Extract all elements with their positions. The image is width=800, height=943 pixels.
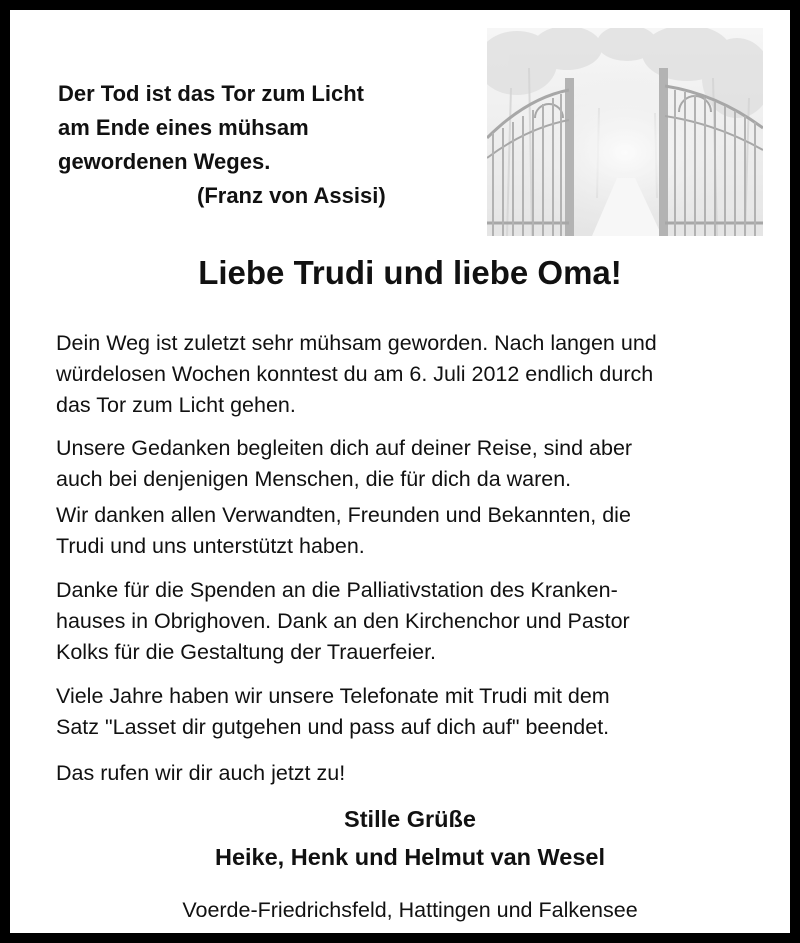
- quote-block: [58, 77, 438, 213]
- quote-line: Der Tod ist das Tor zum Licht: [58, 81, 364, 106]
- paragraph-line: würdelosen Wochen konntest du am 6. Juli 2012 endlich durch: [56, 362, 654, 386]
- paragraph: [56, 500, 776, 562]
- paragraph-line: Wir danken allen Verwandten, Freunden und Bekannten, die: [56, 503, 631, 527]
- signature-greeting: Stille Grüße: [344, 806, 476, 832]
- paragraph-line: Das rufen wir dir auch jetzt zu!: [56, 761, 346, 785]
- paragraph-line: Viele Jahre haben wir unsere Telefonate mit Trudi mit dem: [56, 684, 610, 708]
- paragraph: [56, 575, 776, 668]
- paragraph-line: Trudi und uns unterstützt haben.: [56, 534, 365, 558]
- headline: Liebe Trudi und liebe Oma!: [198, 254, 622, 291]
- gate-photo: [487, 28, 763, 236]
- quote-author: (Franz von Assisi): [197, 183, 386, 208]
- paragraph-line: Dein Weg ist zuletzt sehr mühsam geworden. Nach langen und: [56, 331, 657, 355]
- paragraph-line: Danke für die Spenden an die Palliativstation des Kranken-: [56, 578, 618, 602]
- paragraph-line: hauses in Obrighoven. Dank an den Kirchenchor und Pastor: [56, 609, 630, 633]
- quote-line: gewordenen Weges.: [58, 149, 271, 174]
- paragraph-line: Kolks für die Gestaltung der Trauerfeier.: [56, 640, 437, 664]
- paragraph: [56, 681, 776, 743]
- paragraph-line: das Tor zum Licht gehen.: [56, 393, 296, 417]
- paragraph-line: Satz "Lasset dir gutgehen und pass auf dich auf" beendet.: [56, 715, 610, 739]
- paragraph: [56, 758, 776, 789]
- location: Voerde-Friedrichsfeld, Hattingen und Falkensee: [182, 898, 638, 922]
- paragraph-line: auch bei denjenigen Menschen, die für dich da waren.: [56, 467, 572, 491]
- paragraph: [56, 433, 776, 495]
- paragraph: [56, 328, 776, 421]
- quote-line: am Ende eines mühsam: [58, 115, 309, 140]
- signature-names: Heike, Henk und Helmut van Wesel: [214, 844, 606, 870]
- paragraph-line: Unsere Gedanken begleiten dich auf deiner Reise, sind aber: [56, 436, 633, 460]
